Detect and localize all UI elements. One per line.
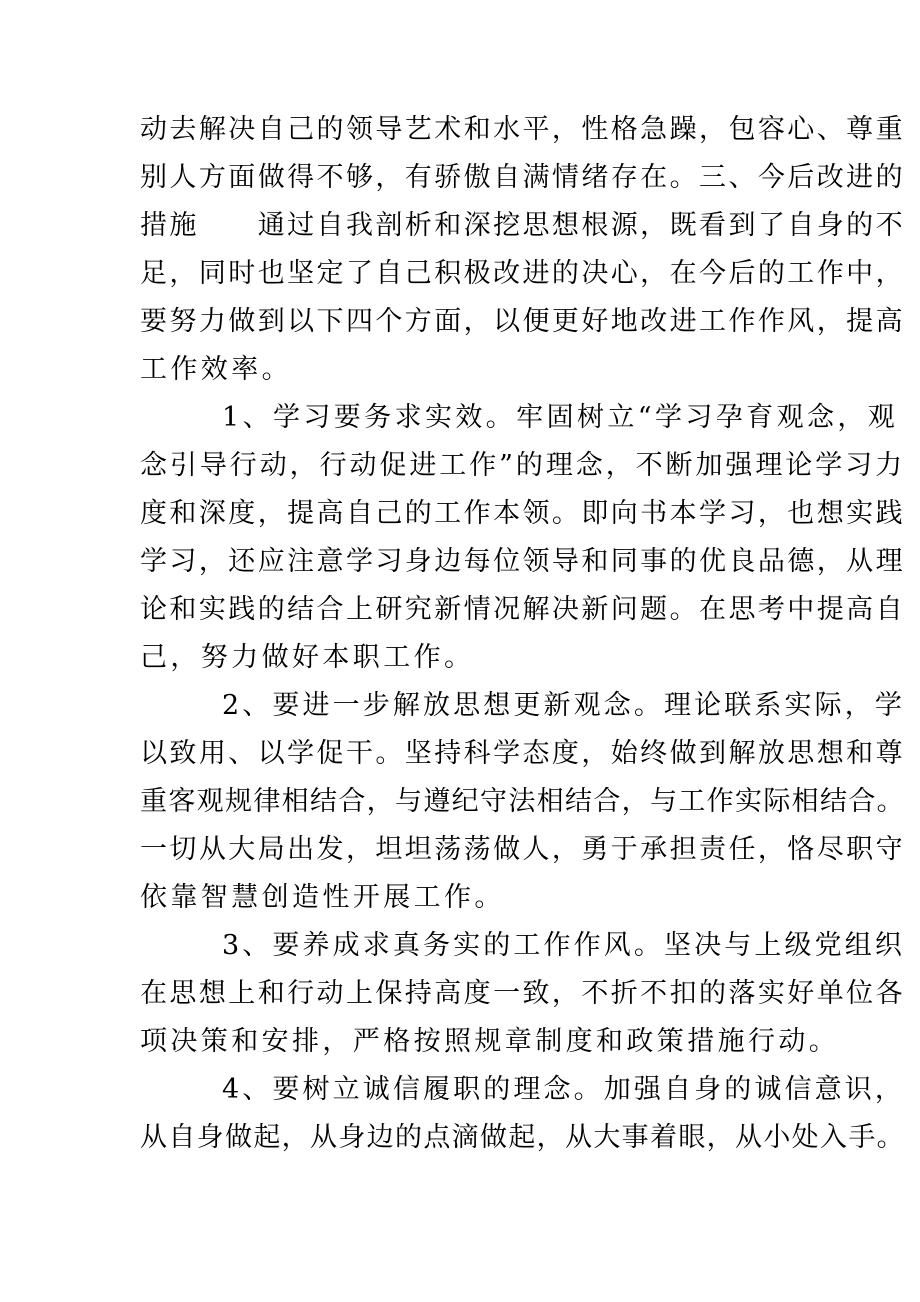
text-line: 学习，还应注意学习身边每位领导和同事的优良品德，从理	[140, 546, 905, 577]
text-line: 要努力做到以下四个方面，以便更好地改进工作作风，提高	[140, 306, 905, 337]
text-line: 度和深度，提高自己的工作本领。即向书本学习，也想实践	[140, 498, 905, 529]
paragraph-2-start: 2、要进一步解放思想更新观念。理论联系实际，学	[222, 690, 905, 721]
text-line: 以致用、以学促干。坚持科学态度，始终做到解放思想和尊	[140, 738, 905, 769]
paragraph-4-start: 4、要树立诚信履职的理念。加强自身的诚信意识，	[222, 1074, 905, 1105]
text-line: 足，同时也坚定了自己积极改进的决心，在今后的工作中，	[140, 258, 905, 289]
paragraph-3-start: 3、要养成求真务实的工作作风。坚决与上级党组织	[222, 930, 905, 961]
text-line: 在思想上和行动上保持高度一致，不折不扣的落实好单位各	[140, 978, 905, 1009]
text-line: 己，努力做好本职工作。	[140, 642, 475, 673]
text-line: 措施 通过自我剖析和深挖思想根源，既看到了自身的不	[140, 210, 905, 241]
text-line: 念引导行动，行动促进工作”的理念，不断加强理论学习力	[140, 450, 905, 481]
text-line: 论和实践的结合上研究新情况解决新问题。在思考中提高自	[140, 594, 905, 625]
paragraph-1-start: 1、学习要务求实效。牢固树立“学习孕育观念，观	[222, 402, 899, 433]
text-line: 依靠智慧创造性开展工作。	[140, 882, 505, 913]
text-line: 别人方面做得不够，有骄傲自满情绪存在。三、今后改进的	[140, 162, 905, 193]
text-line: 工作效率。	[140, 354, 292, 385]
text-line: 重客观规律相结合，与遵纪守法相结合，与工作实际相结合。	[140, 786, 905, 817]
text-line: 一切从大局出发，坦坦荡荡做人，勇于承担责任，恪尽职守	[140, 834, 905, 865]
text-line: 动去解决自己的领导艺术和水平，性格急躁，包容心、尊重	[140, 114, 905, 145]
text-line: 项决策和安排，严格按照规章制度和政策措施行动。	[140, 1026, 840, 1057]
text-line: 从自身做起，从身边的点滴做起，从大事着眼，从小处入手。	[140, 1122, 905, 1153]
